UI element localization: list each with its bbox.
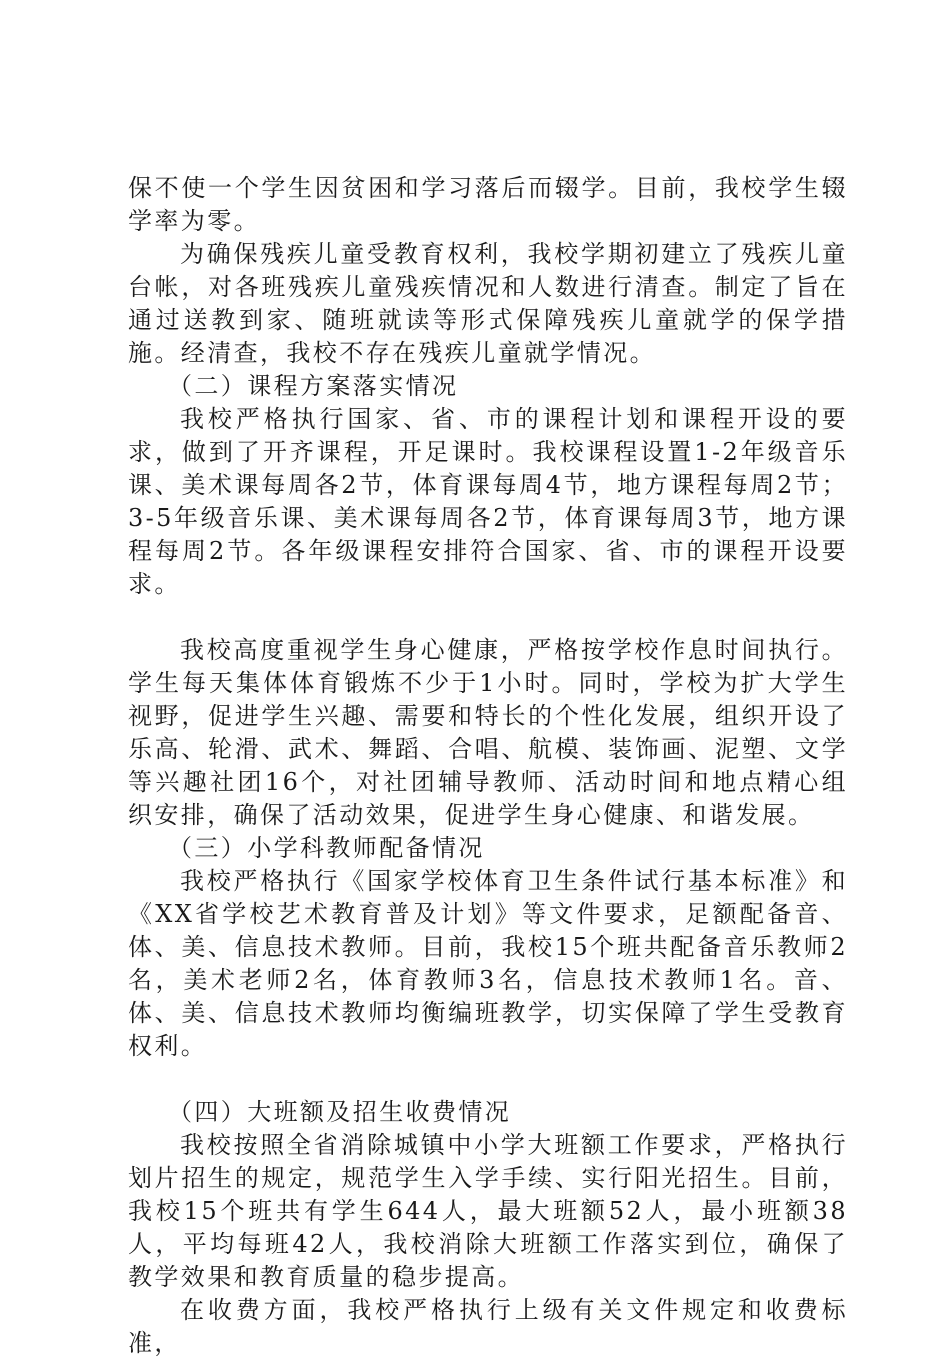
section-heading-curriculum: （二）课程方案落实情况 (168, 372, 459, 400)
paragraph-class-size: 我校按照全省消除城镇中小学大班额工作要求，严格执行划片招生的规定，规范学生入学手续、实行阳光招生。目前，我校15个班共有学生644人，最大班额52人，最小班额38人，平均每班42人，我校消除大班额工作落实到位，确保了教学效果和教育质量的稳步提高。 (128, 1131, 848, 1291)
paragraph-dropout: 保不使一个学生因贫困和学习落后而辍学。目前，我校学生辍学率为零。 (128, 174, 848, 235)
paragraph-curriculum: 我校严格执行国家、省、市的课程计划和课程开设的要求，做到了开齐课程，开足课时。我校课程设置1-2年级音乐课、美术课每周各2节，体育课每周4节，地方课程每周2节；3-5年级音乐课、美术课每周各2节，体育课每周3节，地方课程每周2节。各年级课程安排符合国家、省、市的课程开设要求。 (128, 405, 848, 598)
paragraph-fees: 在收费方面，我校严格执行上级有关文件规定和收费标准， (128, 1296, 848, 1357)
paragraph-teachers: 我校严格执行《国家学校体育卫生条件试行基本标准》和《XX省学校艺术教育普及计划》等文件要求，足额配备音、体、美、信息技术教师。目前，我校15个班共配备音乐教师2名，美术老师2名，体育教师3名，信息技术教师1名。音、体、美、信息技术教师均衡编班教学，切实保障了学生受教育权利。 (128, 867, 848, 1060)
paragraph-disabled-children: 为确保残疾儿童受教育权利，我校学期初建立了残疾儿童台帐，对各班残疾儿童残疾情况和人数进行清查。制定了旨在通过送教到家、随班就读等形式保障残疾儿童就学的保学措施。经清查，我校不存在残疾儿童就学情况。 (128, 240, 848, 367)
document-body (128, 172, 848, 1360)
section-heading-teachers: （三）小学科教师配备情况 (168, 834, 485, 862)
section-heading-class-size: （四）大班额及招生收费情况 (168, 1098, 512, 1126)
paragraph-health: 我校高度重视学生身心健康，严格按学校作息时间执行。学生每天集体体育锻炼不少于1小时。同时，学校为扩大学生视野，促进学生兴趣、需要和特长的个性化发展，组织开设了乐高、轮滑、武术、舞蹈、合唱、航模、装饰画、泥塑、文学等兴趣社团16个，对社团辅导教师、活动时间和地点精心组织安排，确保了活动效果，促进学生身心健康、和谐发展。 (128, 636, 848, 829)
